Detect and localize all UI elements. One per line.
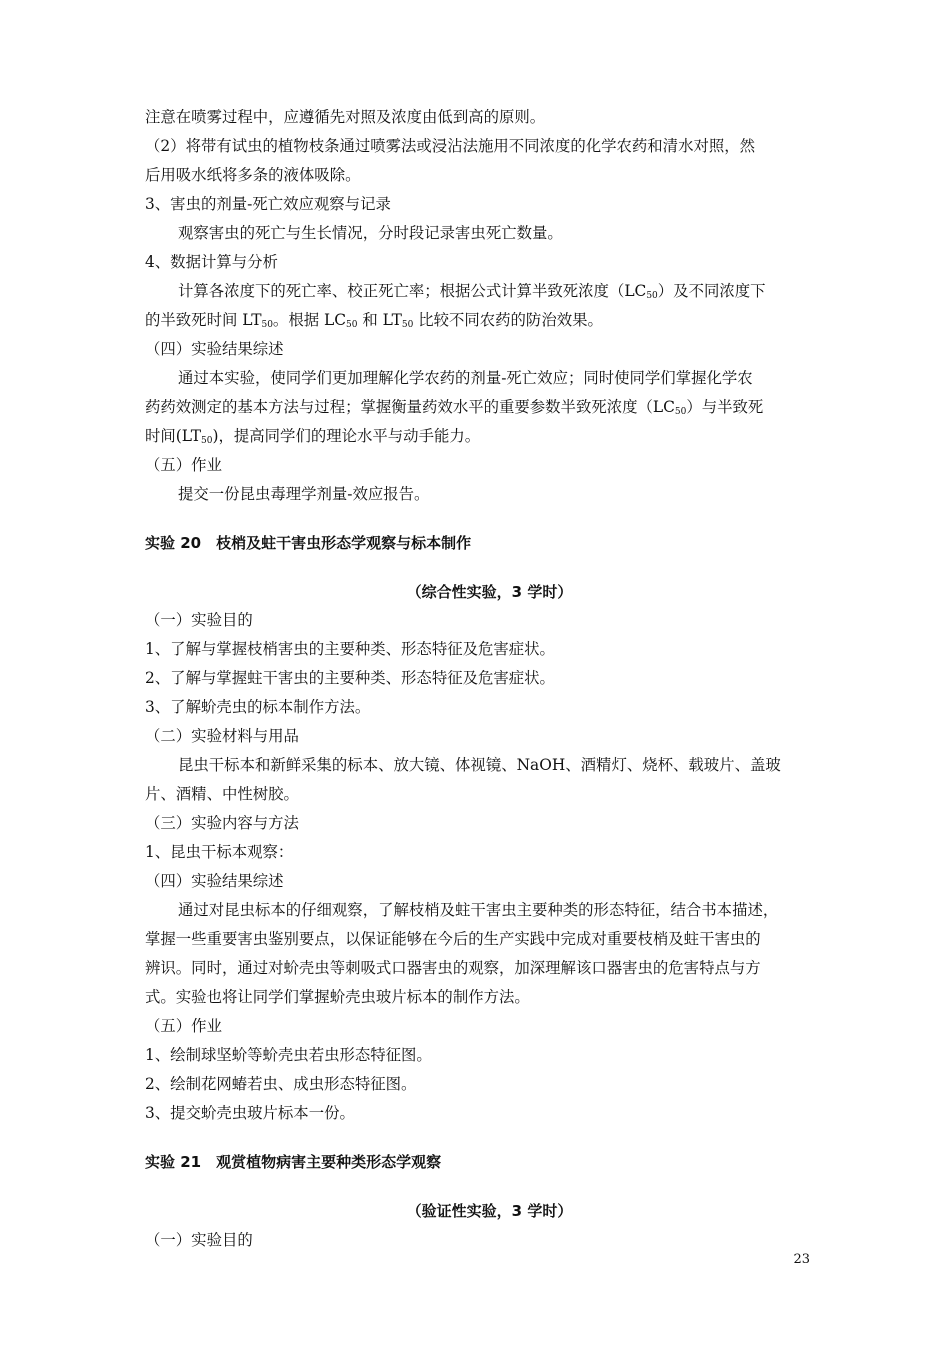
experiment-subtitle <box>145 1201 810 1221</box>
paragraph-line <box>145 397 810 417</box>
page-number: 23 <box>793 1252 810 1267</box>
text-run: 药药效测定的基本方法与过程；掌握衡量药效水平的重要参数半致死浓度（LC <box>145 398 675 416</box>
section-heading: （四）实验结果综述 <box>145 872 284 890</box>
text-run: 比较不同农药的防治效果。 <box>413 311 603 329</box>
subscript: 50 <box>401 320 414 330</box>
subscript: 50 <box>345 320 358 330</box>
section-heading: （一）实验目的 <box>145 1231 253 1249</box>
step-heading: 3、害虫的剂量-死亡效应观察与记录 <box>145 195 391 213</box>
subscript: 50 <box>674 407 687 417</box>
section-heading: （四）实验结果综述 <box>145 340 284 358</box>
paragraph-line: 后用吸水纸将多条的液体吸除。 <box>145 166 361 184</box>
text-run: ）与半致死 <box>686 398 764 416</box>
list-item: 1、绘制球坚蚧等蚧壳虫若虫形态特征图。 <box>145 1046 432 1064</box>
list-item: 3、提交蚧壳虫玻片标本一份。 <box>145 1104 355 1122</box>
paragraph-line: （2）将带有试虫的植物枝条通过喷雾法或浸沾法施用不同浓度的化学农药和清水对照，然 <box>145 137 756 155</box>
list-item: 1、了解与掌握枝梢害虫的主要种类、形态特征及危害症状。 <box>145 640 555 658</box>
subscript: 50 <box>261 320 273 330</box>
paragraph-line: 观察害虫的死亡与生长情况，分时段记录害虫死亡数量。 <box>178 224 563 242</box>
section-heading: （一）实验目的 <box>145 611 253 629</box>
text-run: 和 LT <box>357 311 402 329</box>
list-item: 1、昆虫干标本观察： <box>145 843 294 861</box>
paragraph-line: 注意在喷雾过程中，应遵循先对照及浓度由低到高的原则。 <box>145 108 546 126</box>
paragraph-line <box>178 281 810 301</box>
section-heading: （三）实验内容与方法 <box>145 814 299 832</box>
paragraph-line: 昆虫干标本和新鲜采集的标本、放大镜、体视镜、NaOH、酒精灯、烧杯、载玻片、盖玻 <box>178 756 781 774</box>
text-run: ）及不同浓度下 <box>657 282 766 300</box>
paragraph-line: 式。实验也将让同学们掌握蚧壳虫玻片标本的制作方法。 <box>145 988 530 1006</box>
experiment-title: 实验 21 观赏植物病害主要种类形态学观察 <box>145 1153 442 1171</box>
section-heading: （二）实验材料与用品 <box>145 727 299 745</box>
paragraph-line <box>145 426 810 446</box>
paragraph-line: 通过对昆虫标本的仔细观察，了解枝梢及蛀干害虫主要种类的形态特征，结合书本描述， <box>178 901 779 919</box>
experiment-title: 实验 20 枝梢及蛀干害虫形态学观察与标本制作 <box>145 534 472 552</box>
paragraph-line: 辨识。同时，通过对蚧壳虫等刺吸式口器害虫的观察，加深理解该口器害虫的危害特点与方 <box>145 959 761 977</box>
list-item: 3、了解蚧壳虫的标本制作方法。 <box>145 698 371 716</box>
paragraph-line: 掌握一些重要害虫鉴别要点，以保证能够在今后的生产实践中完成对重要枝梢及蛀干害虫的 <box>145 930 761 948</box>
experiment-subtitle <box>145 582 810 602</box>
section-heading: （五）作业 <box>145 456 222 474</box>
list-item: 2、绘制花网蝽若虫、成虫形态特征图。 <box>145 1075 417 1093</box>
subtitle-text: （综合性实验，3 学时） <box>406 583 573 601</box>
text-run: 。根据 LC <box>272 311 346 329</box>
section-heading: （五）作业 <box>145 1017 222 1035</box>
paragraph-line: 提交一份昆虫毒理学剂量-效应报告。 <box>178 485 430 503</box>
subscript: 50 <box>646 291 658 301</box>
text-run: 计算各浓度下的死亡率、校正死亡率；根据公式计算半致死浓度（LC <box>178 282 647 300</box>
paragraph-line <box>145 310 810 330</box>
subscript: 50 <box>201 436 213 446</box>
text-run: )，提高同学们的理论水平与动手能力。 <box>212 427 481 445</box>
paragraph-line: 通过本实验，使同学们更加理解化学农药的剂量-死亡效应；同时使同学们掌握化学农 <box>178 369 753 387</box>
text-run: 的半致死时间 LT <box>145 311 262 329</box>
subtitle-text: （验证性实验，3 学时） <box>406 1202 573 1220</box>
paragraph-line: 片、酒精、中性树胶。 <box>145 785 299 803</box>
list-item: 2、了解与掌握蛀干害虫的主要种类、形态特征及危害症状。 <box>145 669 555 687</box>
step-heading: 4、数据计算与分析 <box>145 253 278 271</box>
text-run: 时间(LT <box>145 427 202 445</box>
